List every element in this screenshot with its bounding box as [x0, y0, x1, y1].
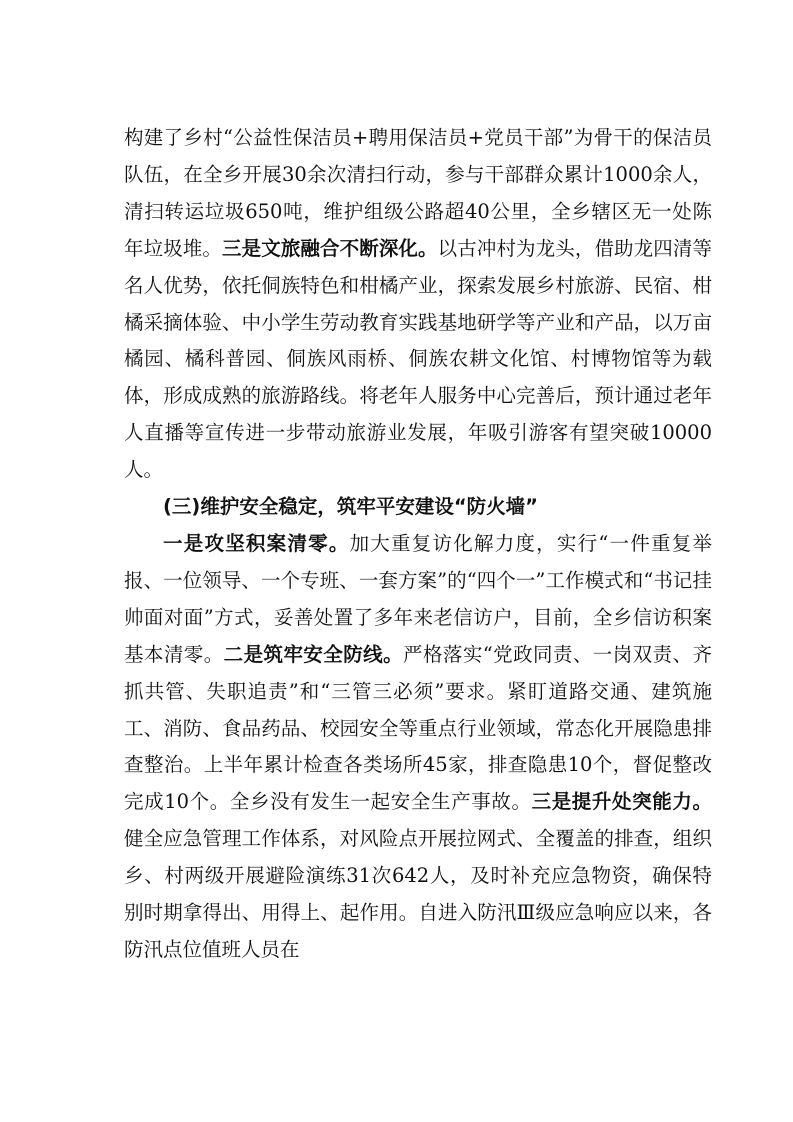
paragraph-text: 健全应急管理工作体系，对风险点开展拉网式、全覆盖的排查，组织乡、村两级开展避险演练31次642人，及时补充应急物资，确保特别时期拿得出、用得上、起作用。自进入防汛Ⅲ级应急响应以来，各防汛点位值班人员在 — [124, 827, 712, 961]
paragraph-text: 加大重复访化解力度，实行“一件重复举报、一位领导、一个专班、一套方案”的“四个一”工作模式和“书记挂帅面对面”方式，妥善处置了多年来老信访户，目前，全乡信访积案基本清零。 — [124, 531, 712, 666]
paragraph-text: 构建了乡村“公益性保洁员+聘用保洁员+党员干部”为骨干的保洁员队伍，在全乡开展30余次清扫行动，参与干部群众累计1000余人，清扫转运垃圾650吨，维护组级公路超40公里，全乡辖区无一处陈年垃圾堆。 — [124, 126, 712, 260]
paragraph-safety — [124, 526, 712, 969]
bold-lead-safety-defense: 二是筑牢安全防线。 — [223, 642, 404, 666]
paragraph-text: 严格落实“党政同责、一岗双责、齐抓共管、失职追责”和“三管三必须”要求。紧盯道路交通、建筑施工、消防、食品药品、校园安全等重点行业领域，常态化开展隐患排查整治。上半年累计检查各类场所45家，排查隐患10个，督促整改完成10个。全乡没有发生一起安全生产事故。 — [124, 642, 712, 814]
paragraph-sanitation-tourism — [124, 120, 712, 489]
section-heading-safety: (三)维护安全稳定，筑牢平安建设“防火墙” — [163, 495, 538, 519]
paragraph-text: 以古冲村为龙头，借助龙四清等名人优势，依托侗族特色和柑橘产业，探索发展乡村旅游、民宿、柑橘采摘体验、中小学生劳动教育实践基地研学等产业和产品，以万亩橘园、橘科普园、侗族风雨桥、侗族农耕文化馆、村博物馆等为载体，形成成熟的旅游路线。将老年人服务中心完善后，预计通过老年人直播等宣传进一步带动旅游业发展，年吸引游客有望突破10000人。 — [124, 236, 712, 482]
bold-lead-petitions: 一是攻坚积案清零。 — [163, 531, 350, 555]
bold-lead-tourism: 三是文旅融合不断深化。 — [222, 236, 438, 260]
bold-lead-emergency: 三是提升处突能力。 — [531, 790, 712, 814]
document-page — [124, 120, 712, 969]
